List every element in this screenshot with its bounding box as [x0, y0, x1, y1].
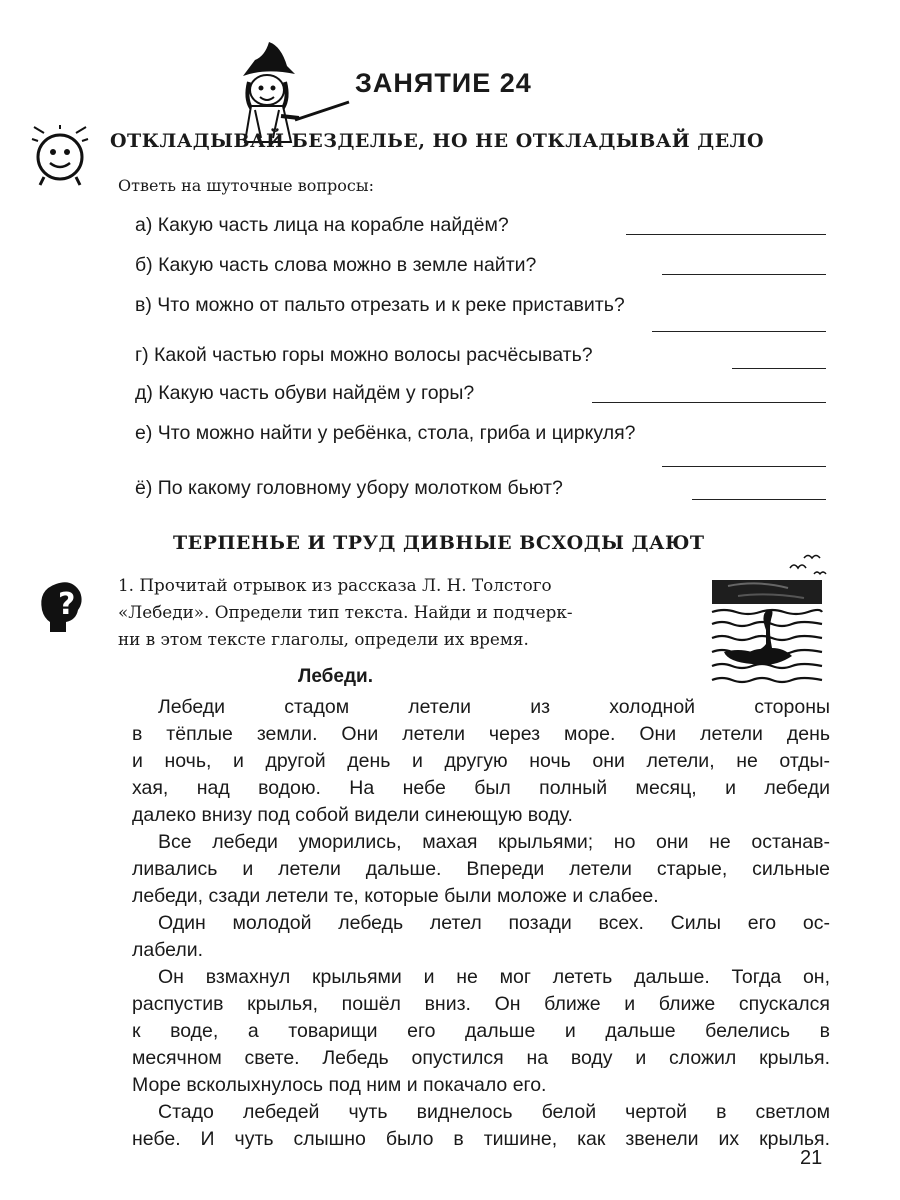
- story-line: Лебеди стадом летели из холодной стороны: [158, 696, 830, 718]
- story-line: месячном свете. Лебедь опустился на воду и сложил крылья.: [132, 1047, 830, 1069]
- question-e: д) Какую часть обуви найдём у горы?: [135, 382, 475, 404]
- story-line: небе. И чуть слышно было в тишине, как звенели их крылья.: [132, 1128, 830, 1150]
- story-line: Он взмахнул крыльями и не мог лететь дальше. Тогда он,: [158, 966, 830, 988]
- question-a: а) Какую часть лица на корабле найдём?: [135, 214, 509, 236]
- lesson-title: ЗАНЯТИЕ 24: [355, 68, 532, 98]
- answer-line-d[interactable]: [732, 368, 826, 369]
- question-g: ё) По какому головному убору молотком бьют?: [135, 477, 563, 499]
- story-line: Море всколыхнулось под ним и покачало его.: [132, 1074, 547, 1096]
- task-line: ни в этом тексте глаголы, определи их время.: [118, 629, 529, 649]
- task-line: 1. Прочитай отрывок из рассказа Л. Н. Толстого: [118, 575, 552, 595]
- story-line: лабели.: [132, 939, 204, 961]
- question-f: е) Что можно найти у ребёнка, стола, гриба и циркуля?: [135, 422, 636, 444]
- answer-line-g[interactable]: [692, 499, 826, 500]
- story-line: и ночь, и другой день и другую ночь они летели, не отды-: [132, 750, 830, 772]
- story-text: [118, 694, 830, 1153]
- story-line: далеко внизу под собой видели синеющую воду.: [132, 804, 573, 826]
- answer-line-c[interactable]: [652, 331, 826, 332]
- answer-line-e[interactable]: [592, 402, 826, 403]
- story-line: хая, над водою. На небе был полный месяц, и лебеди: [132, 777, 830, 799]
- story-line: в тёплые земли. Они летели через море. Они летели день: [132, 723, 830, 745]
- swan-illustration: [708, 552, 830, 692]
- question-d: г) Какой частью горы можно волосы расчёсывать?: [135, 344, 593, 366]
- story-line: Все лебеди уморились, махая крыльями; но они не останав-: [158, 831, 830, 853]
- section1-intro: Ответь на шуточные вопросы:: [118, 176, 374, 195]
- story-line: Стадо лебедей чуть виднелось белой чертой в светлом: [158, 1101, 830, 1123]
- story-line: к воде, а товарищи его дальше и дальше белелись в: [132, 1020, 830, 1042]
- question-b: б) Какую часть слова можно в земле найти?: [135, 254, 537, 276]
- story-line: Один молодой лебедь летел позади всех. Силы его ос-: [158, 912, 830, 934]
- alarm-clock-icon: [30, 125, 90, 187]
- task-instructions: [118, 572, 708, 653]
- story-line: распустив крылья, пошёл вниз. Он ближе и ближе спускался: [132, 993, 830, 1015]
- story-title: Лебеди.: [298, 666, 373, 687]
- page-number: 21: [800, 1147, 823, 1169]
- question-c: в) Что можно от пальто отрезать и к реке приставить?: [135, 294, 625, 316]
- section2-heading: ТЕРПЕНЬЕ И ТРУД ДИВНЫЕ ВСХОДЫ ДАЮТ: [173, 532, 705, 554]
- answer-line-b[interactable]: [662, 274, 826, 275]
- svg-text:?: ?: [58, 587, 76, 622]
- answer-line-a[interactable]: [626, 234, 826, 235]
- question-head-icon: [36, 576, 92, 636]
- story-line: лебеди, сзади летели те, которые были моложе и слабее.: [132, 885, 659, 907]
- section1-heading: ОТКЛАДЫВАЙ БЕЗДЕЛЬЕ, НО НЕ ОТКЛАДЫВАЙ ДЕЛО: [110, 130, 765, 152]
- story-line: ливались и летели дальше. Впереди летели старые, сильные: [132, 858, 830, 880]
- task-line: «Лебеди». Определи тип текста. Найди и подчерк-: [118, 602, 573, 622]
- answer-line-f[interactable]: [662, 466, 826, 467]
